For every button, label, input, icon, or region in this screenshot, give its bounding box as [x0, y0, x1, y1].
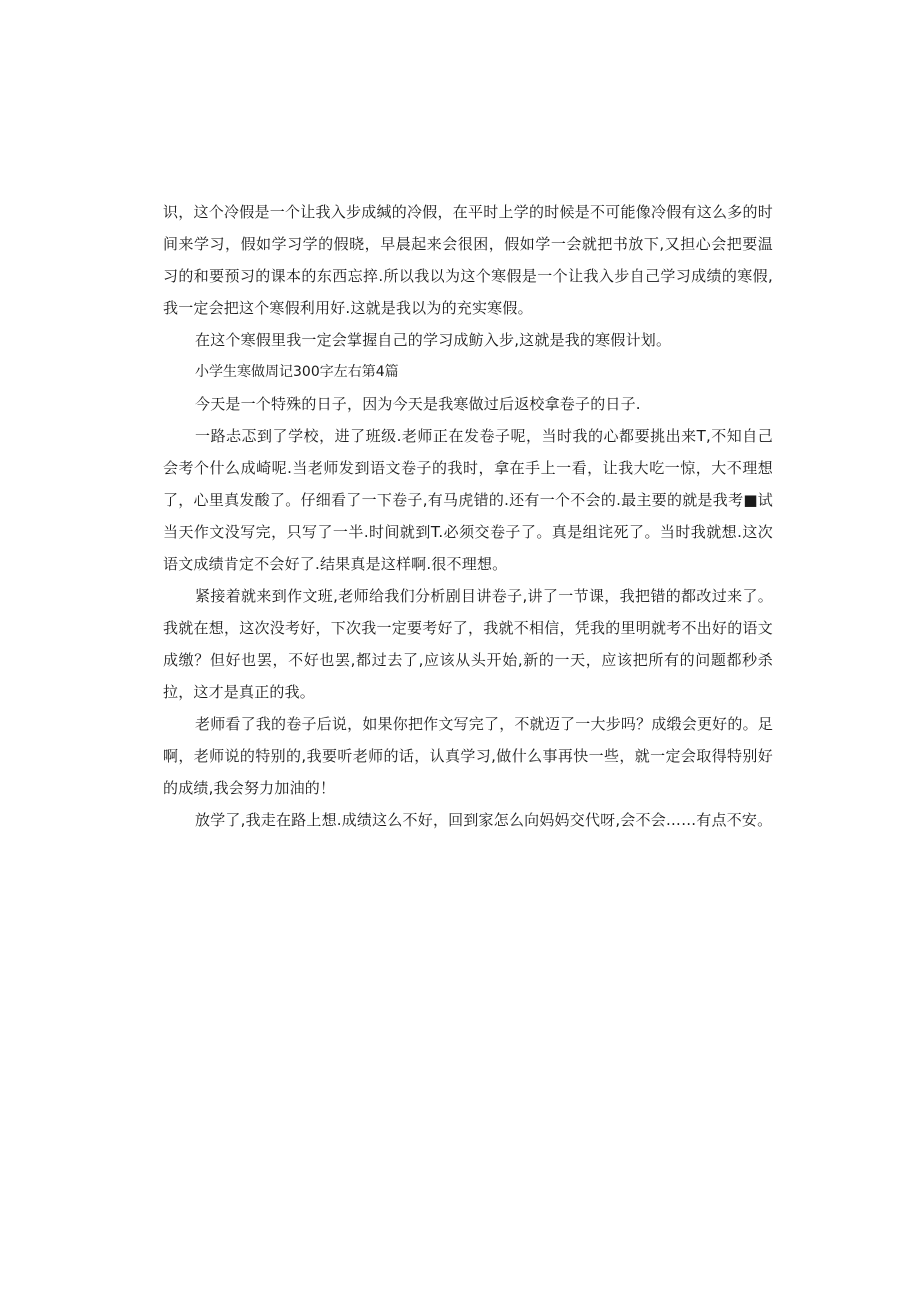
paragraph-6: 老师看了我的卷子后说，如果你把作文写完了，不就迈了一大步吗？成缎会更好的。足啊，老师说的特别的,我要听老师的话，认真学习,做什么事再快一些，就一定会取得特别好的成绩,我会努力加油的！ [163, 715, 773, 797]
paragraph-3: 今天是一个特殊的日子，因为今天是我寒做过后返校拿卷子的日子. [195, 395, 641, 413]
section-heading: 小学生寒做周记300字左右第4篇 [195, 364, 399, 380]
document-body [163, 196, 773, 836]
paragraph-2: 在这个寒假里我一定会掌握自己的学习成鲂入步,这就是我的寒假计划。 [195, 331, 672, 349]
paragraph-5: 紧接着就来到作文班,老师给我们分析剧目讲卷子,讲了一节课，我把错的都改过来了。我就在想，这次没考好，下次我一定要考好了，我就不相信，凭我的里明就考不出好的语文成缴？但好也罢，不好也罢,都过去了,应该从头开始,新的一天，应该把所有的问题都秒杀拉，这才是真正的我。 [163, 587, 773, 701]
paragraph-1: 识，这个冷假是一个让我入步成缄的冷假，在平时上学的时候是不可能像冷假有这么多的时间来学习，假如学习学的假晓，早晨起来会很困，假如学一会就把书放下,又担心会把要温习的和要预习的课本的东西忘捽.所以我以为这个寒假是一个让我入步自己学习成绩的寒假,我一定会把这个寒假利用好.这就是我以为的充实寒假。 [163, 203, 773, 317]
paragraph-4: 一路忐忑到了学校，进了班级.老师正在发卷子呢，当时我的心都要挑出来T,不知自己会考个什么成崎呢.当老师发到语文卷子的我时，拿在手上一看，让我大吃一惊，大不理想了，心里真发酸了。仔细看了一下卷子,有马虎错的.还有一个不会的.最主要的就是我考■试当天作文没写完，只写了一半.时间就到T.必须交卷子了。真是组诧死了。当时我就想.这次语文成绩肯定不会好了.结果真是这样啊.很不理想。 [163, 427, 773, 573]
paragraph-7: 放学了,我走在路上想.成绩这么不好，回到家怎么向妈妈交代呀,会不会……有点不安。 [195, 811, 773, 829]
